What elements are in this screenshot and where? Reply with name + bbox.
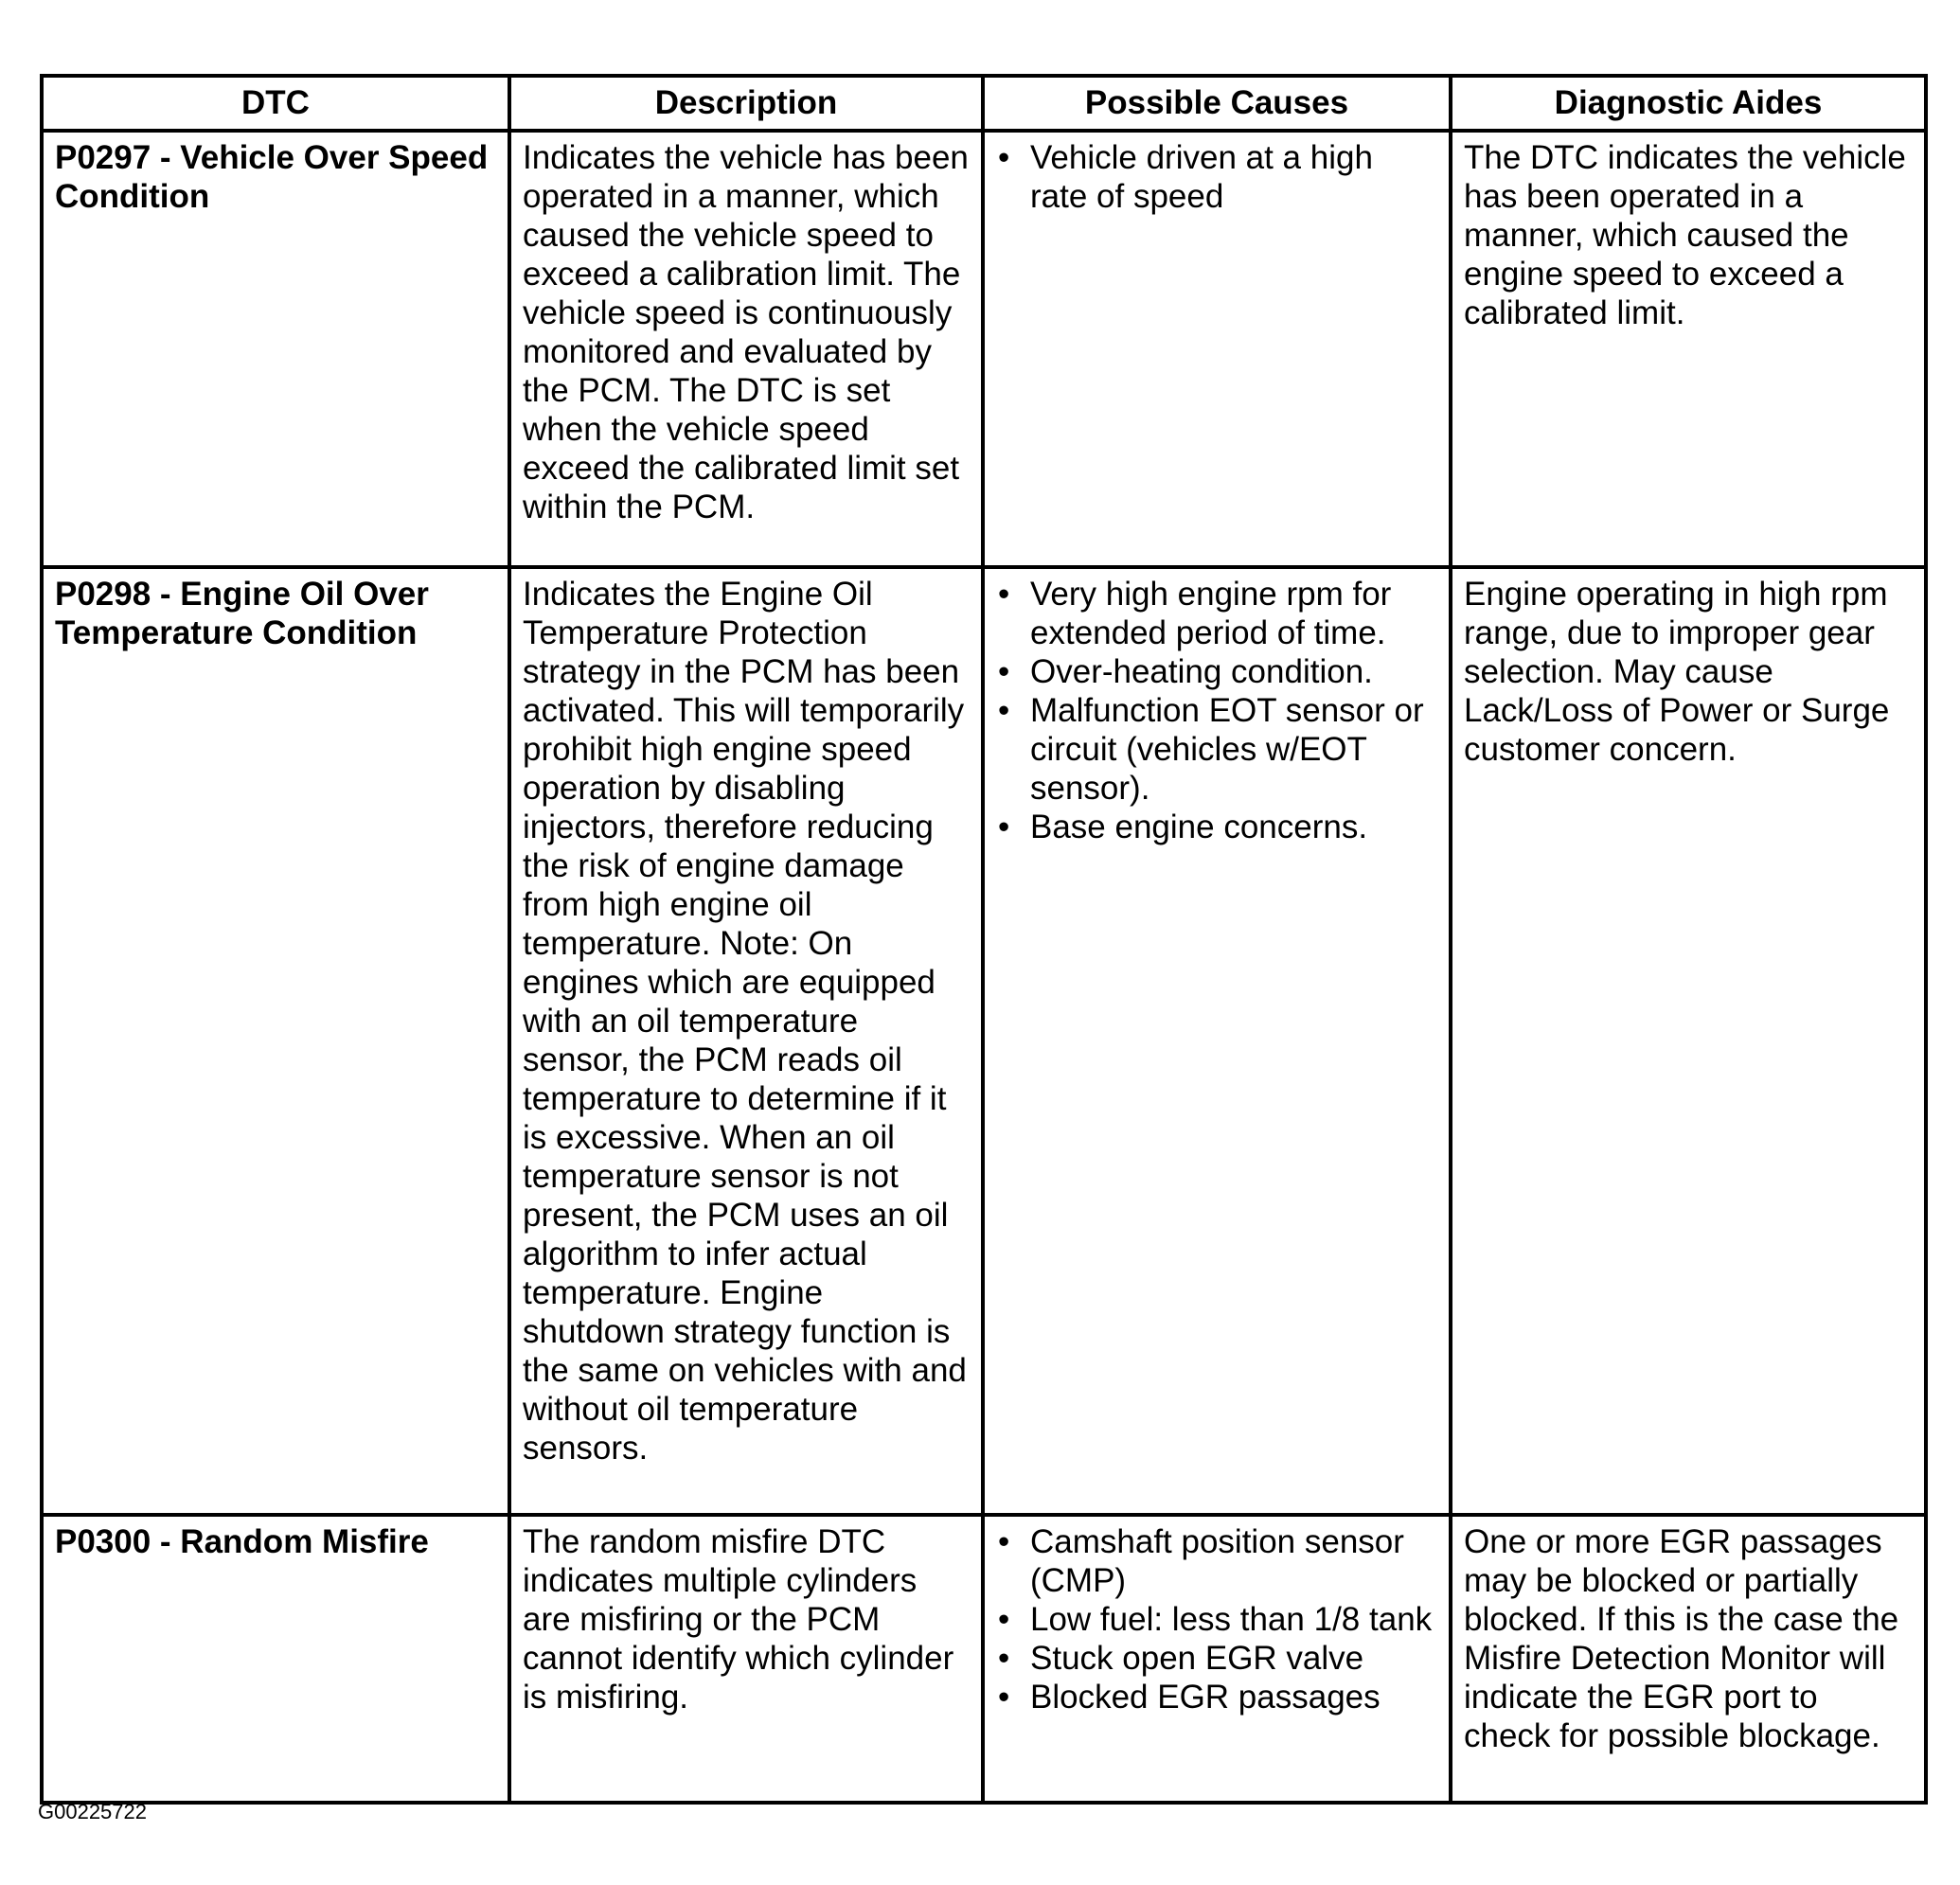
possible-causes-cell: [983, 1515, 1451, 1803]
cause-text: Over-heating condition.: [1030, 653, 1373, 690]
cause-item: [996, 1678, 1437, 1716]
table-row: [42, 567, 1926, 1515]
cause-list: [996, 575, 1437, 846]
figure-id: G00225722: [38, 1800, 147, 1823]
description-cell: Indicates the vehicle has been operated in a manner, which caused the vehicle speed to exceed a calibration limit. The vehicle speed is continuously monitored and evaluated by the PCM. The DTC is set when the vehicle speed exceed the calibrated limit set within the PCM.: [509, 131, 983, 567]
header-diagnostic-aides: Diagnostic Aides: [1451, 76, 1926, 131]
bullet-icon: •: [998, 692, 1010, 729]
cause-item: [996, 1639, 1437, 1678]
table-row: [42, 131, 1926, 567]
diagnostic-aides-cell: Engine operating in high rpm range, due to improper gear selection. May cause Lack/Loss of Power or Surge customer concern.: [1451, 567, 1926, 1515]
description-cell: Indicates the Engine Oil Temperature Protection strategy in the PCM has been activated. This will temporarily prohibit high engine speed operation by disabling injectors, therefore reducing the risk of engine damage from high engine oil temperature. Note: On engines which are equipped with an oil temperature sensor, the PCM reads oil temperature to determine if it is excessive. When an oil temperature sensor is not present, the PCM uses an oil algorithm to infer actual temperature. Engine shutdown strategy function is the same on vehicles with and without oil temperature sensors.: [509, 567, 983, 1515]
dtc-code-cell: P0298 - Engine Oil Over Temperature Condition: [42, 567, 509, 1515]
bullet-icon: •: [998, 653, 1010, 690]
header-dtc: DTC: [42, 76, 509, 131]
possible-causes-cell: [983, 567, 1451, 1515]
bullet-icon: •: [998, 139, 1010, 176]
bullet-icon: •: [998, 1679, 1010, 1716]
cause-item: [996, 652, 1437, 691]
cause-list: [996, 1522, 1437, 1716]
bullet-icon: •: [998, 1523, 1010, 1560]
header-possible-causes: Possible Causes: [983, 76, 1451, 131]
table-header-row: [42, 76, 1926, 131]
bullet-icon: •: [998, 1601, 1010, 1638]
cause-text: Stuck open EGR valve: [1030, 1640, 1364, 1677]
bullet-icon: •: [998, 809, 1010, 845]
header-description: Description: [509, 76, 983, 131]
cause-text: Blocked EGR passages: [1030, 1679, 1381, 1716]
cause-item: [996, 808, 1437, 846]
cause-item: [996, 575, 1437, 652]
diagnostic-aides-cell: One or more EGR passages may be blocked or partially blocked. If this is the case the Misfire Detection Monitor will indicate the EGR port to check for possible blockage.: [1451, 1515, 1926, 1803]
table-row: [42, 1515, 1926, 1803]
cause-list: [996, 138, 1437, 216]
cause-text: Low fuel: less than 1/8 tank: [1030, 1601, 1433, 1638]
cause-text: Vehicle driven at a high rate of speed: [1030, 139, 1373, 215]
cause-text: Camshaft position sensor (CMP): [1030, 1523, 1404, 1599]
description-cell: The random misfire DTC indicates multiple cylinders are misfiring or the PCM cannot identify which cylinder is misfiring.: [509, 1515, 983, 1803]
cause-text: Base engine concerns.: [1030, 809, 1368, 845]
dtc-code-cell: P0300 - Random Misfire: [42, 1515, 509, 1803]
possible-causes-cell: [983, 131, 1451, 567]
bullet-icon: •: [998, 1640, 1010, 1677]
dtc-table: [40, 74, 1928, 1805]
cause-item: [996, 138, 1437, 216]
bullet-icon: •: [998, 576, 1010, 613]
dtc-code-cell: P0297 - Vehicle Over Speed Condition: [42, 131, 509, 567]
diagnostic-aides-cell: The DTC indicates the vehicle has been operated in a manner, which caused the engine speed to exceed a calibrated limit.: [1451, 131, 1926, 567]
cause-item: [996, 1600, 1437, 1639]
cause-item: [996, 691, 1437, 808]
cause-text: Very high engine rpm for extended period of time.: [1030, 576, 1392, 651]
cause-item: [996, 1522, 1437, 1600]
cause-text: Malfunction EOT sensor or circuit (vehicles w/EOT sensor).: [1030, 692, 1424, 807]
